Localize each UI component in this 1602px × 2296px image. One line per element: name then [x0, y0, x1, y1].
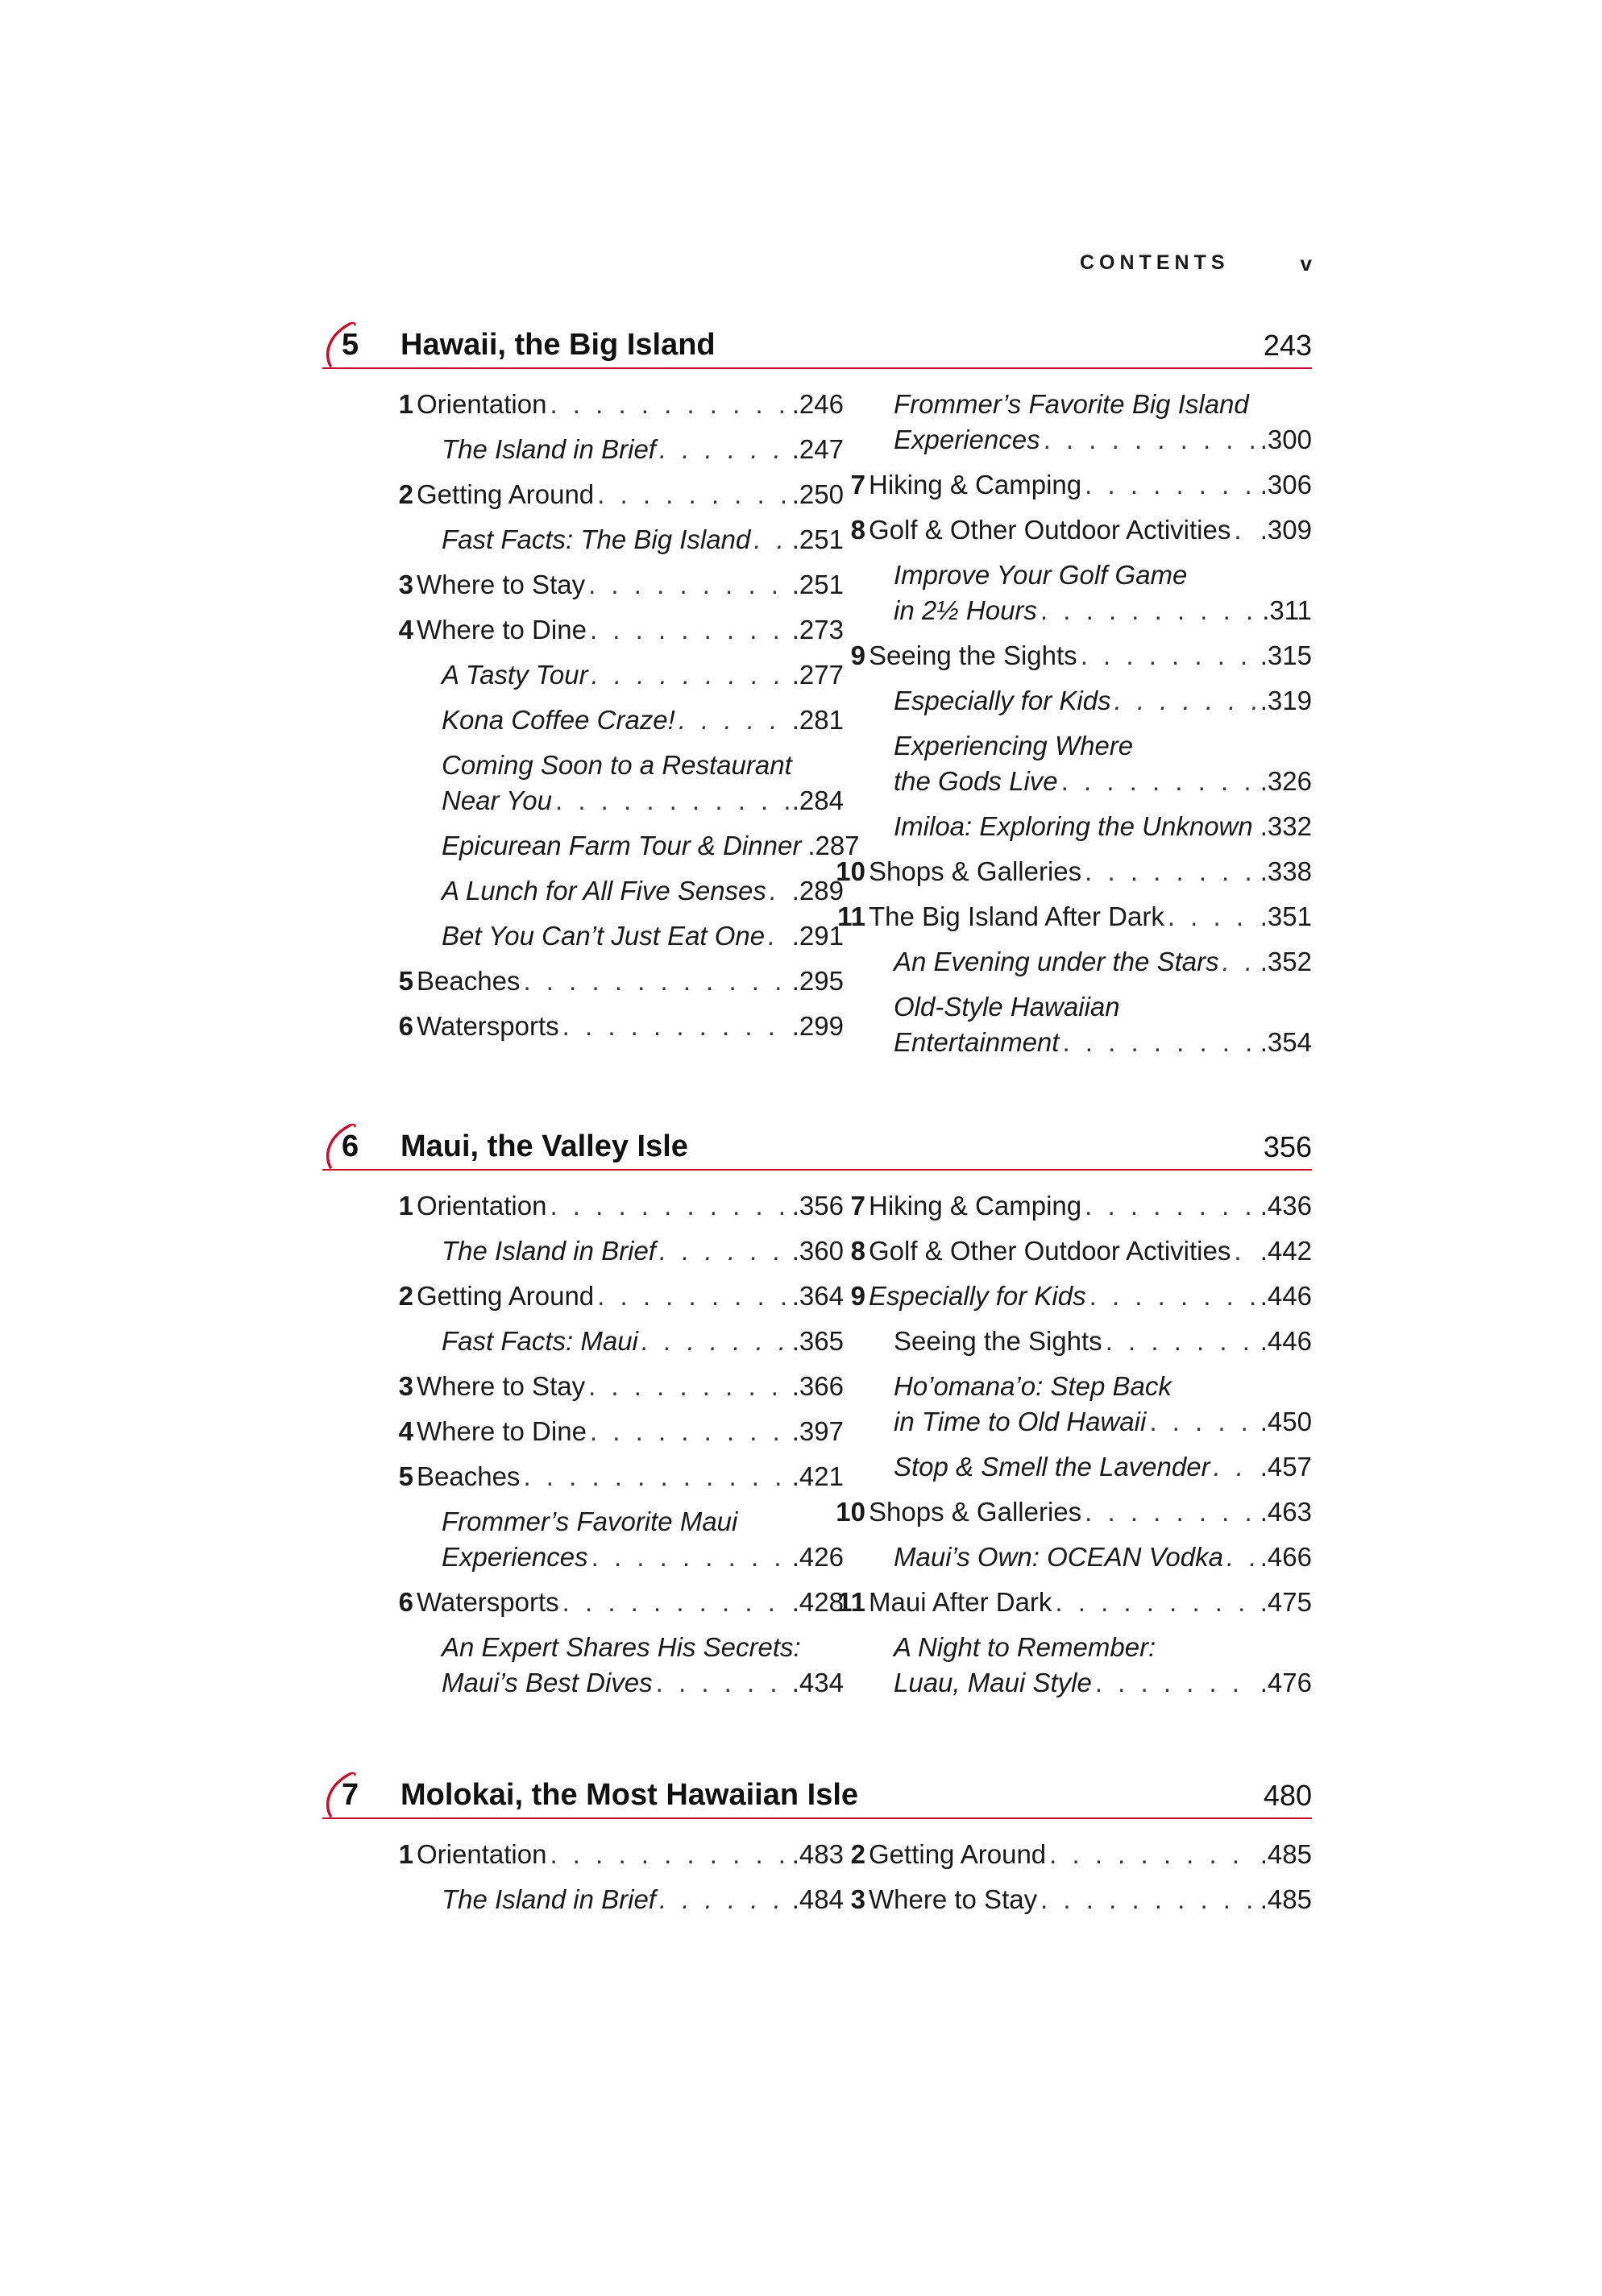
toc-entry-text: Maui’s Best Dives — [442, 1668, 653, 1697]
toc-entry-page: .360 — [791, 1236, 844, 1266]
chapter-page: 480 — [1263, 1779, 1312, 1812]
toc-entry-number: 1 — [398, 389, 413, 419]
toc-subentry[interactable] — [417, 1233, 844, 1269]
toc-entry-text: Watersports — [417, 1587, 559, 1617]
toc-entry-number: 3 — [850, 1884, 865, 1914]
toc-entry-number: 2 — [850, 1839, 865, 1869]
toc-entry-page: .287 — [807, 831, 860, 860]
toc-entry[interactable] — [837, 1585, 1312, 1620]
right-column — [836, 387, 1312, 1070]
toc-entry-multiline[interactable] — [417, 1630, 844, 1701]
toc-entry-text: An Evening under the Stars — [894, 947, 1219, 976]
leader-dots — [1089, 1279, 1257, 1314]
toc-entry-multiline[interactable] — [869, 557, 1312, 628]
chapter-number-text: 5 — [342, 328, 359, 362]
toc-entry-page: .319 — [1260, 686, 1312, 715]
toc-entry-text-line1: Old-Style Hawaiian — [894, 992, 1120, 1022]
toc-entry[interactable] — [398, 1459, 844, 1494]
toc-entry[interactable] — [398, 1279, 844, 1314]
toc-entry[interactable] — [850, 467, 1312, 503]
toc-entry-page: .291 — [791, 921, 844, 951]
toc-entry[interactable] — [398, 1009, 844, 1044]
toc-entry[interactable] — [836, 854, 1312, 889]
toc-entry-page: .428 — [791, 1587, 844, 1617]
chapter-heading[interactable] — [322, 1764, 1312, 1819]
toc-entry-multiline[interactable] — [869, 1630, 1312, 1701]
leader-dots — [523, 964, 788, 999]
toc-entry-page: .277 — [791, 660, 844, 690]
leader-dots — [597, 1279, 789, 1314]
leader-dots — [562, 1585, 789, 1620]
toc-subentry[interactable] — [869, 1540, 1312, 1575]
toc-entry-page: .446 — [1260, 1326, 1312, 1356]
leader-dots — [656, 1665, 789, 1701]
leader-dots — [1040, 1882, 1257, 1917]
toc-entry-text: Orientation — [417, 1191, 547, 1221]
toc-entry-line2 — [442, 1540, 844, 1575]
toc-entry-page: .485 — [1260, 1839, 1312, 1869]
toc-entry-text-line1: Coming Soon to a Restaurant — [442, 750, 792, 780]
leader-dots — [1049, 1837, 1257, 1872]
toc-subentry[interactable] — [417, 1882, 844, 1917]
leader-dots — [1234, 512, 1256, 548]
chapter-heading[interactable] — [322, 314, 1312, 369]
toc-subentry[interactable] — [417, 702, 844, 738]
leader-dots — [1106, 1324, 1257, 1359]
toc-subentry[interactable] — [869, 1324, 1312, 1359]
toc-entry-page: .311 — [1262, 595, 1312, 625]
toc-entry-text: Getting Around — [869, 1839, 1047, 1869]
toc-entry-text: The Big Island After Dark — [869, 901, 1164, 931]
toc-entry-page: .436 — [1260, 1191, 1312, 1221]
toc-entry-text: Where to Stay — [417, 1371, 586, 1401]
toc-entry-text: Golf & Other Outdoor Activities — [869, 515, 1231, 545]
toc-entry-text: Hiking & Camping — [869, 470, 1082, 499]
leader-dots — [1234, 1233, 1256, 1269]
toc-entry-number: 10 — [836, 1497, 865, 1527]
toc-entry-line2 — [894, 1404, 1312, 1440]
toc-entry-text: Especially for Kids — [894, 686, 1111, 715]
toc-entry-text: Beaches — [417, 1461, 521, 1491]
toc-entry-page: .273 — [791, 615, 844, 644]
toc-entry-page: .485 — [1260, 1884, 1312, 1914]
toc-entry-number: 3 — [398, 570, 413, 599]
toc-entry-text: Getting Around — [417, 479, 595, 509]
toc-entry-text: Near You — [442, 785, 552, 815]
toc-entry[interactable] — [850, 1882, 1312, 1917]
running-page-number: v — [1300, 251, 1312, 276]
toc-entry-text: Kona Coffee Craze! — [442, 705, 675, 735]
toc-entry-text: The Island in Brief — [442, 1884, 656, 1914]
toc-entry-text: Luau, Maui Style — [894, 1668, 1092, 1697]
toc-entry[interactable] — [398, 1414, 844, 1449]
toc-entry-number: 9 — [850, 640, 865, 670]
toc-entry-text: Fast Facts: Maui — [442, 1326, 638, 1356]
toc-entry-text: Especially for Kids — [869, 1281, 1086, 1311]
toc-entry-text: Where to Dine — [417, 1416, 587, 1446]
toc-entry-text: Orientation — [417, 389, 547, 419]
toc-entry-page: .351 — [1260, 901, 1312, 931]
toc-entry-number: 11 — [837, 1587, 865, 1617]
toc-entry-number: 7 — [850, 1191, 865, 1221]
toc-entry-text: Seeing the Sights — [869, 640, 1077, 670]
toc-subentry[interactable] — [417, 918, 844, 954]
chapter-title: Hawaii, the Big Island — [400, 328, 716, 362]
chapter-section — [322, 1116, 1312, 1697]
toc-entry-text: Entertainment — [894, 1027, 1060, 1057]
toc-entry[interactable] — [398, 1369, 844, 1404]
leader-dots — [1095, 1665, 1257, 1701]
toc-entry-number: 10 — [836, 856, 865, 886]
toc-entry-text: Seeing the Sights — [894, 1326, 1102, 1356]
toc-entry-page: .446 — [1260, 1281, 1312, 1311]
toc-entry-text: A Tasty Tour — [442, 660, 588, 690]
toc-entry-text: Experiences — [894, 425, 1040, 454]
toc-entry-text: in 2½ Hours — [894, 595, 1037, 625]
toc-entry-page: .463 — [1260, 1497, 1312, 1527]
toc-entry-multiline[interactable] — [417, 1504, 844, 1575]
leader-dots — [590, 612, 789, 648]
toc-entry-page: .309 — [1260, 515, 1312, 545]
toc-entry-number: 3 — [398, 1371, 413, 1401]
toc-entry-number: 2 — [398, 479, 413, 509]
toc-entry-page: .352 — [1260, 947, 1312, 976]
leader-dots — [1256, 809, 1257, 844]
toc-entry-page: .397 — [791, 1416, 844, 1446]
toc-entry-line2 — [442, 1665, 844, 1701]
leader-dots — [591, 1540, 789, 1575]
chapter-title: Maui, the Valley Isle — [400, 1129, 688, 1163]
toc-entry-page: .306 — [1260, 470, 1312, 499]
toc-entry-line2 — [894, 1025, 1312, 1060]
toc-entry-text: Getting Around — [417, 1281, 595, 1311]
toc-entry-text-line1: An Expert Shares His Secrets: — [442, 1632, 801, 1662]
toc-entry-text: Bet You Can’t Just Eat One — [442, 921, 766, 951]
toc-entry-number: 8 — [850, 1236, 865, 1266]
toc-entry-page: .284 — [791, 785, 844, 815]
toc-entry[interactable] — [837, 899, 1312, 935]
right-column — [836, 1188, 1312, 1710]
toc-entry[interactable] — [836, 1494, 1312, 1530]
toc-entry-number: 8 — [850, 515, 865, 545]
chapter-number — [322, 1771, 367, 1816]
leader-dots — [1044, 422, 1257, 458]
toc-entry-text: Where to Dine — [417, 615, 587, 644]
chapter-section — [322, 314, 1312, 1057]
toc-entry-number: 11 — [837, 901, 865, 931]
toc-entry-multiline[interactable] — [417, 748, 844, 819]
toc-subentry[interactable] — [417, 432, 844, 467]
toc-entry-text: Epicurean Farm Tour & Dinner — [442, 831, 802, 860]
leader-dots — [1226, 1540, 1257, 1575]
toc-entry-page: .442 — [1260, 1236, 1312, 1266]
toc-entry[interactable] — [850, 512, 1312, 548]
running-head: CONTENTS — [1080, 251, 1230, 274]
toc-entry-text: Beaches — [417, 966, 521, 996]
toc-entry-number: 2 — [398, 1281, 413, 1311]
leader-dots — [1081, 638, 1257, 673]
toc-entry[interactable] — [398, 1585, 844, 1620]
chapter-page: 243 — [1263, 329, 1312, 362]
toc-entry-text-line1: Ho’omana’o: Step Back — [894, 1371, 1172, 1401]
toc-entry-page: .421 — [791, 1461, 844, 1491]
toc-entry-number: 5 — [398, 966, 413, 996]
toc-entry-multiline[interactable] — [869, 728, 1312, 799]
chapter-number-text: 6 — [342, 1129, 359, 1163]
toc-entry-number: 4 — [398, 615, 413, 644]
leader-dots — [1062, 1025, 1256, 1060]
toc-entry-multiline[interactable] — [869, 989, 1312, 1060]
toc-entry-text-line1: Frommer’s Favorite Maui — [442, 1506, 738, 1536]
toc-entry-page: .475 — [1260, 1587, 1312, 1617]
toc-entry-page: .364 — [791, 1281, 844, 1311]
toc-entry-page: .246 — [791, 389, 844, 419]
toc-entry-text-line1: A Night to Remember: — [894, 1632, 1156, 1662]
toc-entry-number: 6 — [398, 1587, 413, 1617]
toc-entry-page: .434 — [791, 1668, 844, 1697]
toc-entry[interactable] — [398, 477, 844, 512]
toc-entry[interactable] — [398, 1837, 844, 1872]
toc-entry-text: Imiloa: Exploring the Unknown — [894, 811, 1253, 841]
toc-entry-page: .250 — [791, 479, 844, 509]
toc-entry-page: .483 — [791, 1839, 844, 1869]
leader-dots — [1222, 944, 1257, 980]
toc-subentry[interactable] — [417, 828, 860, 864]
toc-entry-number: 7 — [850, 470, 865, 499]
toc-entry-page: .356 — [791, 1191, 844, 1221]
leader-dots — [770, 873, 789, 909]
toc-subentry[interactable] — [417, 657, 844, 693]
toc-entry-text-line1: Experiencing Where — [894, 731, 1134, 760]
leader-dots — [555, 783, 789, 819]
chapter-number — [322, 1122, 367, 1167]
leader-dots — [1061, 764, 1257, 799]
toc-entry-text: The Island in Brief — [442, 1236, 656, 1266]
toc-entry-page: .281 — [791, 705, 844, 735]
toc-entry-text: A Lunch for All Five Senses — [442, 876, 766, 906]
toc-subentry[interactable] — [869, 683, 1312, 719]
leader-dots — [590, 1414, 789, 1449]
toc-entry-text: the Gods Live — [894, 766, 1058, 796]
toc-entry-text: Fast Facts: The Big Island — [442, 524, 751, 554]
leader-dots — [679, 702, 789, 738]
toc-entry-number: 9 — [850, 1281, 865, 1311]
left-column — [398, 1837, 844, 1927]
toc-entry-page: .299 — [791, 1011, 844, 1041]
toc-entry-page: .484 — [791, 1884, 844, 1914]
chapter-title: Molokai, the Most Hawaiian Isle — [400, 1778, 859, 1812]
chapter-section — [322, 1764, 1312, 1914]
leader-dots — [1085, 1188, 1257, 1224]
toc-entry-page: .466 — [1260, 1542, 1312, 1572]
leader-dots — [1168, 899, 1257, 935]
toc-entry[interactable] — [398, 964, 844, 999]
toc-subentry[interactable] — [417, 522, 844, 557]
toc-entry-text: Shops & Galleries — [869, 856, 1082, 886]
leader-dots — [659, 432, 789, 467]
toc-entry[interactable] — [850, 638, 1312, 673]
toc-entry-text-line1: Frommer’s Favorite Big Island — [894, 389, 1249, 419]
toc-entry-text: Maui After Dark — [869, 1587, 1052, 1617]
leader-dots — [753, 522, 788, 557]
toc-entry-text: Golf & Other Outdoor Activities — [869, 1236, 1231, 1266]
toc-entry-text: in Time to Old Hawaii — [894, 1407, 1147, 1436]
toc-entry-text: Hiking & Camping — [869, 1191, 1082, 1221]
left-column — [398, 1188, 844, 1710]
leader-dots — [1085, 1494, 1257, 1530]
toc-entry-page: .332 — [1260, 811, 1312, 841]
toc-entry-line2 — [894, 422, 1312, 458]
leader-dots — [550, 1837, 788, 1872]
leader-dots — [550, 1188, 788, 1224]
toc-entry-text: Orientation — [417, 1839, 547, 1869]
chapter-number-text: 7 — [342, 1778, 359, 1812]
toc-entry-line2 — [894, 593, 1312, 628]
toc-entry-number: 1 — [398, 1839, 413, 1869]
toc-entry-number: 4 — [398, 1416, 413, 1446]
leader-dots — [588, 1369, 789, 1404]
toc-entry-number: 5 — [398, 1461, 413, 1491]
toc-entry-number: 6 — [398, 1011, 413, 1041]
toc-entry[interactable] — [850, 1279, 1312, 1314]
leader-dots — [591, 657, 789, 693]
toc-entry-page: .289 — [791, 876, 844, 906]
toc-entry[interactable] — [398, 612, 844, 648]
toc-entry-page: .426 — [791, 1542, 844, 1572]
leader-dots — [550, 387, 788, 422]
toc-entry[interactable] — [398, 567, 844, 603]
toc-entry-page: .457 — [1260, 1452, 1312, 1482]
leader-dots — [1114, 683, 1257, 719]
toc-entry-page: .326 — [1260, 766, 1312, 796]
toc-entry-line2 — [442, 783, 844, 819]
toc-entry-text: Shops & Galleries — [869, 1497, 1082, 1527]
toc-entry-page: .295 — [791, 966, 844, 996]
toc-entry-text: Maui’s Own: OCEAN Vodka — [894, 1542, 1223, 1572]
toc-entry-page: .251 — [791, 524, 844, 554]
leader-dots — [588, 567, 789, 603]
toc-entry-page: .450 — [1260, 1407, 1312, 1436]
leader-dots — [1055, 1585, 1256, 1620]
toc-entry-text: Stop & Smell the Lavender — [894, 1452, 1210, 1482]
toc-entry[interactable] — [850, 1837, 1312, 1872]
chapter-heading[interactable] — [322, 1116, 1312, 1171]
toc-entry[interactable] — [850, 1233, 1312, 1269]
leader-dots — [659, 1233, 789, 1269]
toc-entry-text: Watersports — [417, 1011, 559, 1041]
toc-entry-text: Experiences — [442, 1542, 588, 1572]
toc-subentry[interactable] — [417, 873, 844, 909]
toc-subentry[interactable] — [869, 809, 1312, 844]
leader-dots — [1085, 854, 1257, 889]
toc-entry[interactable] — [398, 387, 844, 422]
toc-entry-text: The Island in Brief — [442, 434, 656, 464]
toc-entry-multiline[interactable] — [869, 1369, 1312, 1440]
chapter-number — [322, 321, 367, 366]
toc-entry-text: Where to Stay — [417, 570, 586, 599]
leader-dots — [1149, 1404, 1256, 1440]
toc-entry-page: .476 — [1260, 1668, 1312, 1697]
toc-entry-page: .365 — [791, 1326, 844, 1356]
toc-entry-page: .315 — [1260, 640, 1312, 670]
leader-dots — [597, 477, 789, 512]
leader-dots — [641, 1324, 789, 1359]
leader-dots — [1214, 1449, 1257, 1485]
toc-entry-page: .366 — [791, 1371, 844, 1401]
leader-dots — [659, 1882, 789, 1917]
toc-entry-text-line1: Improve Your Golf Game — [894, 560, 1188, 590]
toc-entry-page: .338 — [1260, 856, 1312, 886]
toc-subentry[interactable] — [417, 1324, 844, 1359]
toc-entry-text: Where to Stay — [869, 1884, 1038, 1914]
toc-entry-page: .251 — [791, 570, 844, 599]
chapter-page: 356 — [1263, 1130, 1312, 1163]
toc-entry-multiline[interactable] — [869, 387, 1312, 458]
toc-entry-line2 — [894, 764, 1312, 799]
toc-entry-page: .300 — [1260, 425, 1312, 454]
leader-dots — [562, 1009, 789, 1044]
leader-dots — [1040, 593, 1259, 628]
toc-subentry[interactable] — [869, 1449, 1312, 1485]
toc-entry-page: .354 — [1260, 1027, 1312, 1057]
toc-entry[interactable] — [398, 1188, 844, 1224]
toc-subentry[interactable] — [869, 944, 1312, 980]
toc-entry-page: .247 — [791, 434, 844, 464]
leader-dots — [523, 1459, 788, 1494]
toc-entry-line2 — [894, 1665, 1312, 1701]
leader-dots — [1085, 467, 1257, 503]
leader-dots — [768, 918, 789, 954]
right-column — [850, 1837, 1312, 1927]
toc-entry-number: 1 — [398, 1191, 413, 1221]
toc-entry[interactable] — [850, 1188, 1312, 1224]
